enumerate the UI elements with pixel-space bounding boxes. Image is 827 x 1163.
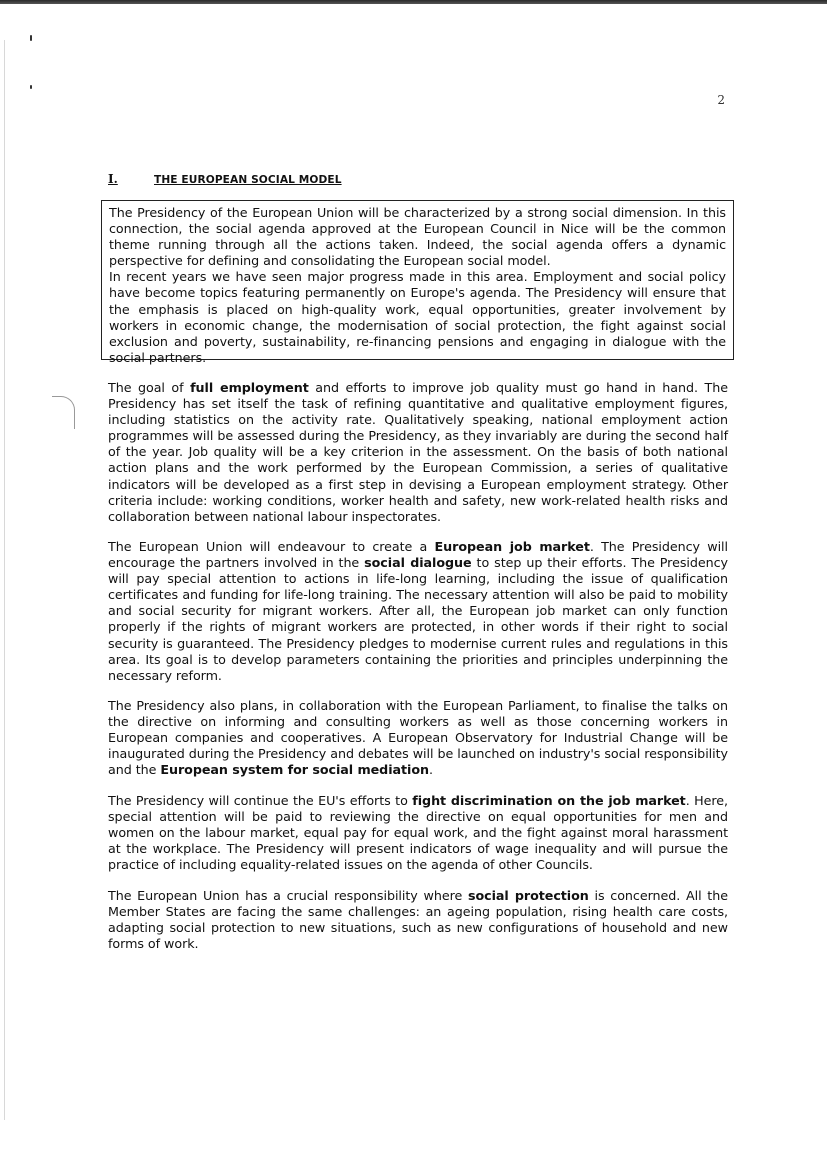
section-title: THE EUROPEAN SOCIAL MODEL (154, 174, 342, 186)
paragraph-social-protection (108, 888, 728, 952)
text-run: . (428, 762, 433, 778)
bold-term: social dialogue (364, 555, 472, 571)
text-run: to step up their efforts. The Presidency will pay special attention to actions in life-long learning, including the issue of qualification certificates and funding for life-long training. The necessary attention will also be paid to mobility and social security for migrant workers. After all, the European job market can only function properly if the rights of migrant workers are protected, in other words if their right to social security is guaranteed. The Presidency pledges to modernise current rules and regulations in this area. Its goal is to develop parameters containing the priorities and principles underpinning the necessary reform. (108, 555, 728, 683)
text-run: The European Union has a crucial responsibility where (108, 888, 468, 903)
text-run: The goal of (108, 380, 191, 395)
text-run: . Here, special attention will be paid to reviewing the directive on equal opportunities for men and women on the labour market, equal pay for equal work, and the fight against moral harassment at the workplace. The Presidency will present indicators of wage inequality and will pursue the practice of including equality-related issues on the agenda of other Councils. (108, 793, 729, 873)
scan-speck (30, 85, 32, 89)
bold-term: European system for social mediation (160, 762, 429, 778)
punch-hole-mark (52, 396, 75, 429)
text-run: The Presidency will continue the EU's efforts to (108, 793, 413, 808)
intro-paragraph-2: In recent years we have seen major progress made in this area. Employment and social policy have become topics featuring permanently on Europe's agenda. The Presidency will ensure that the emphasis is placed on high-quality work, equal opportunities, greater involvement by workers in economic change, the modernisation of social protection, the fight against social exclusion and poverty, sustainability, re-financing pensions and engaging in dialogue with the social partners. (109, 269, 726, 365)
paragraph-full-employment (108, 380, 728, 525)
section-number: I. (108, 172, 118, 186)
paragraph-discrimination (108, 793, 728, 873)
section-heading (108, 172, 342, 186)
scan-edge-top (0, 0, 827, 4)
text-run: is concerned. All the Member States are facing the same challenges: an ageing population, rising health care costs, adapting social protection to new situations, such as new configurations of household and new forms of work. (108, 888, 728, 952)
bold-term: social protection (467, 888, 589, 903)
intro-paragraph-1: The Presidency of the European Union will be characterized by a strong social dimension. In this connection, the social agenda approved at the European Council in Nice will be the common theme running through all the actions taken. Indeed, the social agenda offers a dynamic perspective for defining and consolidating the European social model. (109, 205, 726, 269)
text-run: . The Presidency will encourage the partners involved in the (108, 539, 728, 571)
text-run: The Presidency also plans, in collaboration with the European Parliament, to finalise the talks on the directive on informing and consulting workers as well as those concerning workers in European companies and cooperatives. A European Observatory for Industrial Change will be inaugurated during the Presidency and debates will be launched on industry's social responsibility and the (108, 698, 728, 778)
text-run: and efforts to improve job quality must go hand in hand. The Presidency has set itself the task of refining quantitative and qualitative employment figures, including statistics on the activity rate. Qualitatively speaking, national employment action programmes will be assessed during the Presidency, as they invariably are during the second half of the year. Job quality will be a key criterion in the assessment. On the basis of both national action plans and the work performed by the European Commission, a series of qualitative indicators will be developed as a first step in devising a European employment strategy. Other criteria include: working conditions, worker health and safety, new work-related health risks and collaboration between national labour inspectorates. (108, 380, 728, 524)
bold-term: full employment (190, 380, 309, 395)
scan-edge-left (4, 40, 5, 1120)
bold-term: fight discrimination on the job market (412, 793, 686, 808)
scan-speck (30, 35, 32, 41)
paragraph-job-market (108, 539, 728, 684)
paragraph-social-mediation (108, 698, 728, 778)
page-number: 2 (717, 93, 725, 107)
text-run: The European Union will endeavour to create a (108, 539, 435, 554)
boxed-introduction (101, 200, 734, 365)
bold-term: European job market (434, 539, 590, 554)
